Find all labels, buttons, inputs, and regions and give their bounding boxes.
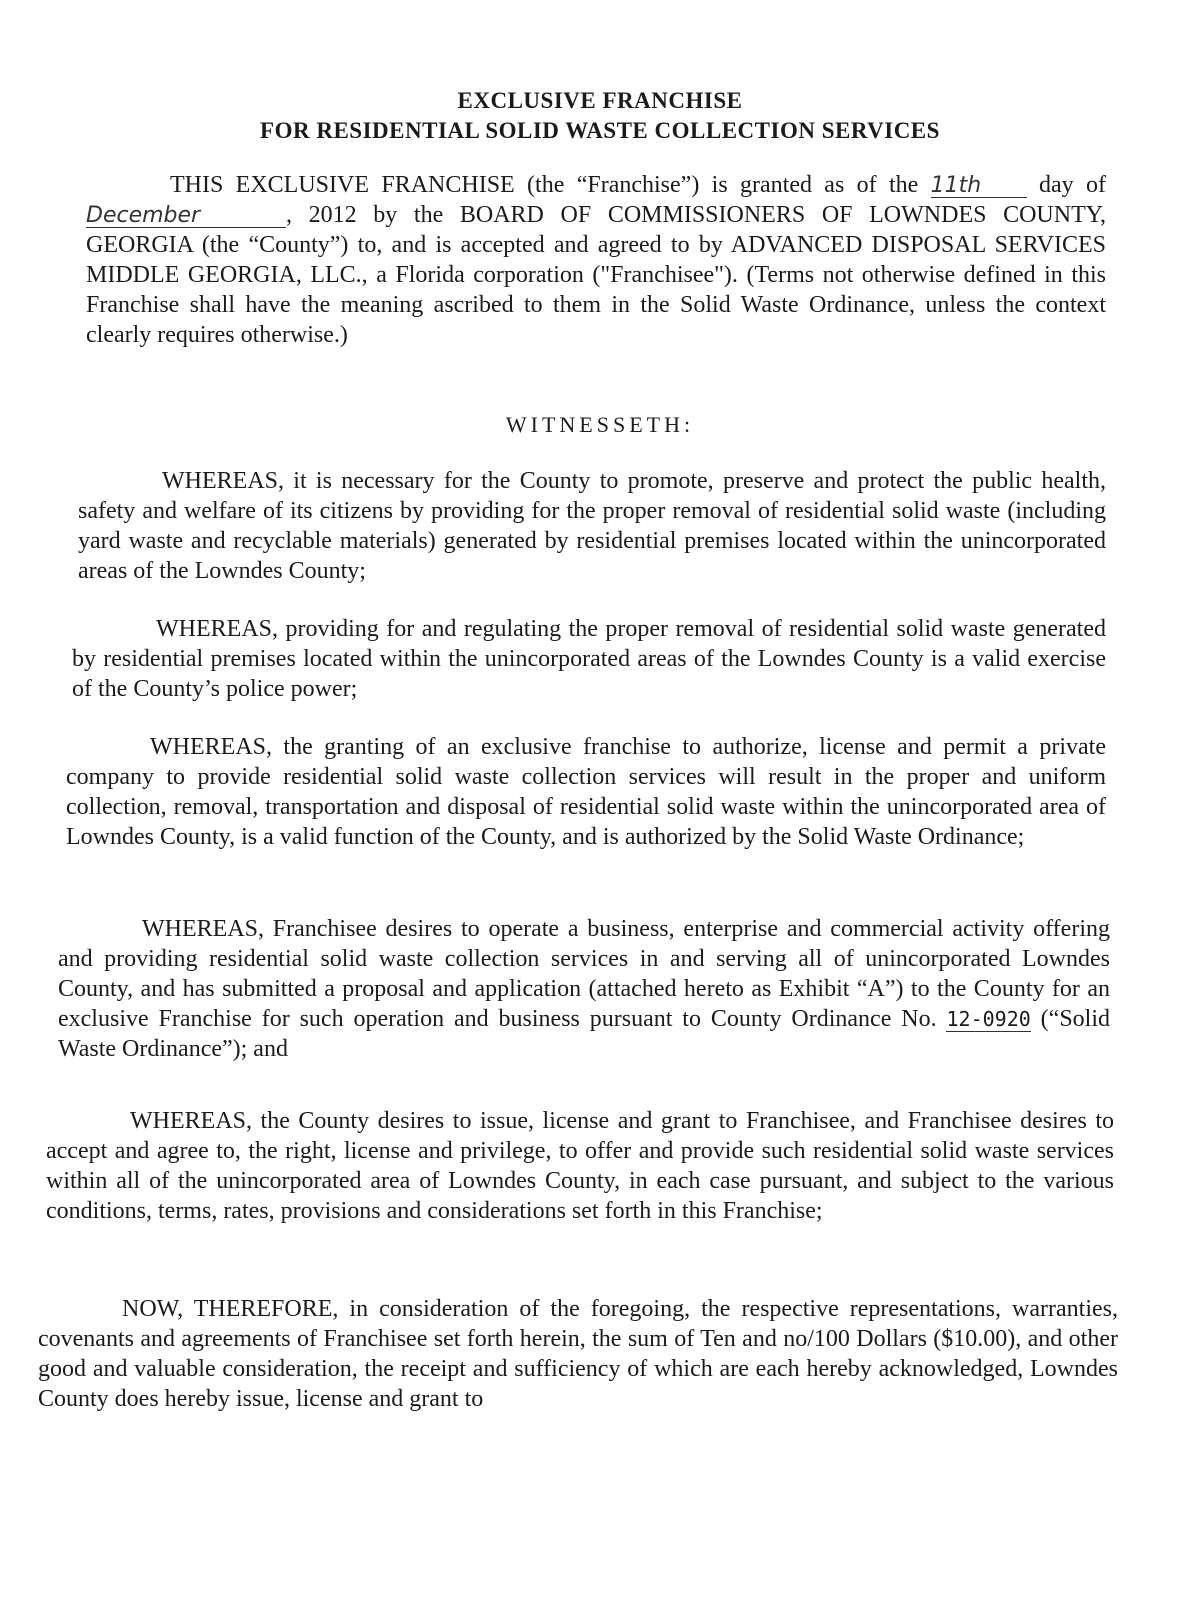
whereas4-text-part2: (“Solid Waste Ordinance”); and [58,1006,1110,1062]
intro-text-part3: , 2012 by the BOARD OF COMMISSIONERS OF LOWNDES COUNTY, GEORGIA (the “County”) to, and is accepted and agreed to by ADVANCED DISPOSAL SERVICES MIDDLE GEORGIA, LLC., a Florida corporation ("Franchisee"). (Terms not otherwise defined in this Franchise shall have the meaning ascribed to them in the Solid Waste Ordinance, unless the context clearly requires otherwise.) [86,202,1106,348]
intro-text-part1: THIS EXCLUSIVE FRANCHISE (the “Franchise”) is granted as of the [170,172,931,198]
document-title-line1: EXCLUSIVE FRANCHISE [457,88,743,113]
month-blank [86,204,286,228]
whereas-paragraph-1: WHEREAS, it is necessary for the County to promote, preserve and protect the public health, safety and welfare of its citizens by providing for the proper removal of residential solid waste (including yard waste and recyclable materials) generated by residential premises located within the unincorporated areas of the Lowndes County; [78,468,1106,584]
intro-paragraph [86,170,1106,350]
now-therefore-paragraph: NOW, THEREFORE, in consideration of the foregoing, the respective representations, warranties, covenants and agreements of Franchisee set forth herein, the sum of Ten and no/100 Dollars ($10.00), and other good and valuable consideration, the receipt and sufficiency of which are each hereby acknowledged, Lowndes County does hereby issue, license and grant to [38,1296,1118,1412]
whereas-paragraph-2: WHEREAS, providing for and regulating the proper removal of residential solid waste generated by residential premises located within the unincorporated areas of the Lowndes County is a valid exercise of the County’s police power; [72,616,1106,702]
handwritten-day: 11th [930,173,982,198]
day-blank [931,174,1027,198]
whereas-paragraph-5: WHEREAS, the County desires to issue, license and grant to Franchisee, and Franchisee desires to accept and agree to, the right, license and privilege, to offer and provide such residential solid waste services within all of the unincorporated area of Lowndes County, in each case pursuant, and subject to the various conditions, terms, rates, provisions and considerations set forth in this Franchise; [46,1108,1114,1224]
intro-text-part2: day of [1026,172,1106,198]
whereas-paragraph-4 [58,914,1110,1064]
witnesseth-heading: WITNESSETH: [505,412,695,437]
document-title-line2: FOR RESIDENTIAL SOLID WASTE COLLECTION SERVICES [260,118,940,143]
handwritten-month: December [86,203,201,228]
whereas4-text-part1: WHEREAS, Franchisee desires to operate a business, enterprise and commercial activity offering and providing residential solid waste collection services in and serving all of unincorporated Lowndes County, and has submitted a proposal and application (attached hereto as Exhibit “A”) to the County for an exclusive Franchise for such operation and business pursuant to County Ordinance No. [58,916,1110,1032]
ordinance-number: 12-0920 [946,1007,1031,1031]
whereas-paragraph-3: WHEREAS, the granting of an exclusive franchise to authorize, license and permit a private company to provide residential solid waste collection services will result in the proper and uniform collection, removal, transportation and disposal of residential solid waste within the unincorporated area of Lowndes County, is a valid function of the County, and is authorized by the Solid Waste Ordinance; [66,734,1106,850]
